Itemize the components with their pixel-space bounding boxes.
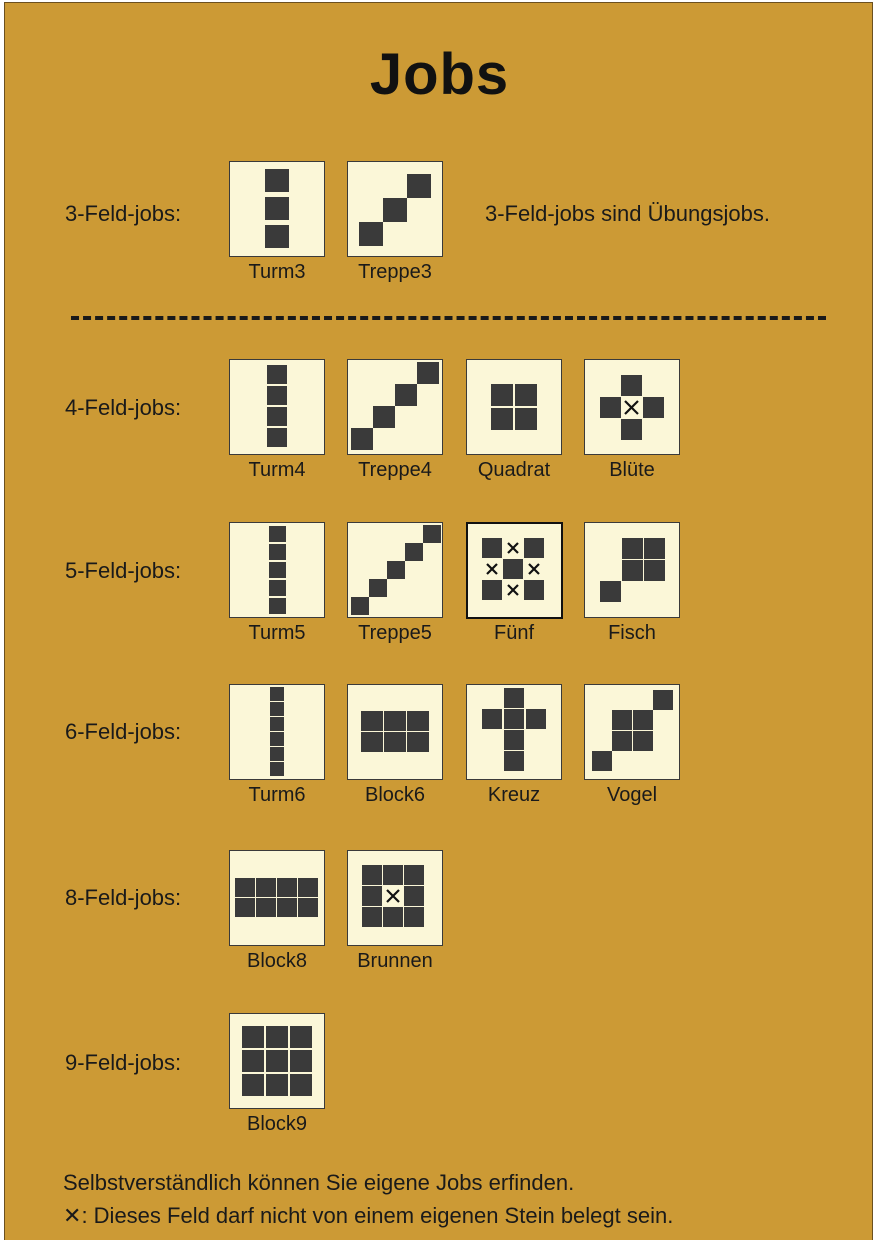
pattern-kreuz xyxy=(467,685,561,779)
job-name: Turm6 xyxy=(248,784,306,806)
pattern-block6 xyxy=(348,685,442,779)
pattern-turm5 xyxy=(230,523,324,617)
pattern-turm6 xyxy=(230,685,324,779)
page-title: Jobs xyxy=(369,42,510,107)
job-tile xyxy=(347,161,443,257)
job-tile xyxy=(229,684,325,780)
pattern-block8 xyxy=(230,851,324,945)
job-name: Treppe3 xyxy=(358,261,432,283)
job-tile xyxy=(347,684,443,780)
pattern-turm3 xyxy=(230,162,324,256)
row-label-4: 4-Feld-jobs: xyxy=(65,395,182,420)
pattern-fisch xyxy=(585,523,679,617)
job-name: Block6 xyxy=(364,784,426,806)
pattern-quadrat xyxy=(467,360,561,454)
job-name: Block9 xyxy=(246,1113,308,1135)
footer-line-2 xyxy=(63,1203,673,1229)
job-tile xyxy=(229,1013,325,1109)
pattern-treppe4 xyxy=(348,360,442,454)
jobs-sheet xyxy=(4,2,873,1240)
footer-line-2-text: : Dieses Feld darf nicht von einem eigenen Stein belegt sein. xyxy=(81,1203,674,1228)
job-tile xyxy=(229,359,325,455)
job-name: Kreuz xyxy=(487,784,541,806)
pattern-brunnen xyxy=(348,851,442,945)
job-tile xyxy=(229,161,325,257)
job-name: Quadrat xyxy=(477,459,551,481)
row-label-5: 5-Feld-jobs: xyxy=(65,558,182,583)
job-tile xyxy=(466,522,563,619)
job-name: Fünf xyxy=(493,622,535,644)
row-label-9: 9-Feld-jobs: xyxy=(65,1050,182,1075)
row-label-6: 6-Feld-jobs: xyxy=(65,719,182,744)
job-tile xyxy=(584,522,680,618)
pattern-bluete xyxy=(585,360,679,454)
job-tile xyxy=(347,850,443,946)
job-tile xyxy=(229,522,325,618)
footer-line-1: Selbstverständlich können Sie eigene Jobs erfinden. xyxy=(63,1170,575,1195)
job-name: Treppe5 xyxy=(358,622,432,644)
job-name: Turm4 xyxy=(248,459,306,481)
pattern-treppe3 xyxy=(348,162,442,256)
pattern-vogel xyxy=(585,685,679,779)
job-tile xyxy=(347,359,443,455)
job-tile xyxy=(584,359,680,455)
job-tile xyxy=(229,850,325,946)
job-name: Turm5 xyxy=(248,622,306,644)
job-tile xyxy=(466,684,562,780)
job-name: Fisch xyxy=(608,622,656,644)
job-tile xyxy=(584,684,680,780)
job-name: Vogel xyxy=(606,784,658,806)
job-name: Block8 xyxy=(246,950,308,972)
divider xyxy=(71,316,826,320)
job-tile xyxy=(347,522,443,618)
cross-icon: ✕ xyxy=(63,1203,82,1228)
job-name: Brunnen xyxy=(357,950,433,972)
pattern-fuenf xyxy=(468,524,561,617)
row-label-3: 3-Feld-jobs: xyxy=(65,201,182,226)
job-tile xyxy=(466,359,562,455)
pattern-treppe5 xyxy=(348,523,442,617)
row-label-8: 8-Feld-jobs: xyxy=(65,885,182,910)
pattern-block9 xyxy=(230,1014,324,1108)
job-name: Turm3 xyxy=(248,261,306,283)
pattern-turm4 xyxy=(230,360,324,454)
job-name: Blüte xyxy=(609,459,655,481)
practice-note: 3-Feld-jobs sind Übungsjobs. xyxy=(485,201,770,226)
job-name: Treppe4 xyxy=(358,459,432,481)
